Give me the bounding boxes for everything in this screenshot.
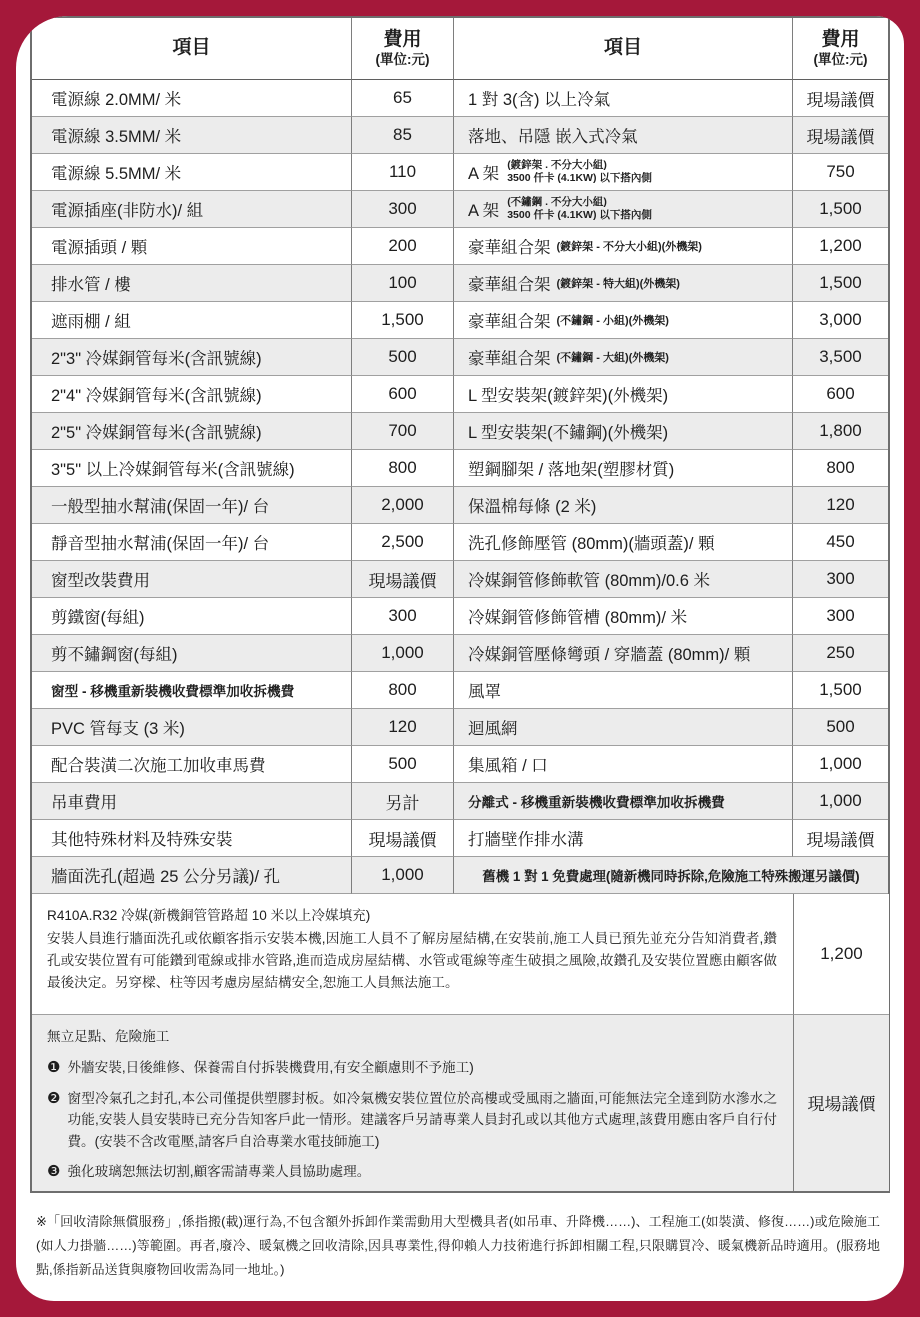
fee-cell-left: 另計 bbox=[352, 783, 454, 820]
fee-cell-left: 800 bbox=[352, 450, 454, 487]
recycling-footnote: ※「回收清除無償服務」,係指搬(載)運行為,不包含額外拆卸作業需動用大型機具者(如吊車、升降機……)、工程施工(如裝潢、修復……)或危險施工(如人力掛牆……)等範圍。再者,廢冷、暖氣機之回收清除,因具專業性,得仰賴人力技術進行拆卸相關工程,只限購買冷、暖氣機新品時適用。(服務地點,係指新品送貨與廢物回收需為同一地址。) bbox=[36, 1213, 880, 1278]
item-cell-right bbox=[454, 598, 793, 635]
item-label: 1 對 3(含) 以上冷氣 bbox=[468, 91, 611, 109]
fee-cell-right: 600 bbox=[793, 376, 888, 413]
fee-cell-left: 600 bbox=[352, 376, 454, 413]
item-subnote: (不鏽鋼 - 小組)(外機架) bbox=[556, 315, 669, 327]
item-subnote bbox=[507, 196, 652, 222]
fee-cell-left: 1,500 bbox=[352, 302, 454, 339]
fee-cell-right: 1,500 bbox=[793, 265, 888, 302]
item-cell-right bbox=[454, 524, 793, 561]
fee-cell-left: 1,000 bbox=[352, 635, 454, 672]
item-cell-right bbox=[454, 561, 793, 598]
fee-cell-right: 250 bbox=[793, 635, 888, 672]
header-fee-unit-right: (單位:元) bbox=[813, 51, 868, 67]
item-subnote-line-1: (鍍鋅架 . 不分大小組) bbox=[507, 158, 607, 171]
item-cell-left: 排水管 / 樓 bbox=[32, 265, 352, 302]
item-cell-left: 一般型抽水幫浦(保固一年)/ 台 bbox=[32, 487, 352, 524]
item-cell-left: 遮雨棚 / 組 bbox=[32, 302, 352, 339]
item-label: 分離式 - 移機重新裝機收費標準加收拆機費 bbox=[468, 795, 725, 810]
notes-sections bbox=[32, 894, 888, 1191]
danger-item-1 bbox=[47, 1057, 777, 1079]
fee-cell-right: 1,800 bbox=[793, 413, 888, 450]
item-cell-left: 其他特殊材料及特殊安裝 bbox=[32, 820, 352, 857]
item-cell-left: 2"3" 冷媒銅管每米(含訊號線) bbox=[32, 339, 352, 376]
item-cell-left: 2"5" 冷媒銅管每米(含訊號線) bbox=[32, 413, 352, 450]
fee-cell-left: 500 bbox=[352, 746, 454, 783]
item-cell-left: 配合裝潢二次施工加收車馬費 bbox=[32, 746, 352, 783]
item-cell-right bbox=[454, 302, 793, 339]
item-label: A 架 bbox=[468, 202, 500, 220]
item-cell-right bbox=[454, 487, 793, 524]
item-cell-right bbox=[454, 746, 793, 783]
fee-cell-left: 2,500 bbox=[352, 524, 454, 561]
fee-cell-right: 3,500 bbox=[793, 339, 888, 376]
price-table-box bbox=[30, 16, 890, 1193]
item-cell-right bbox=[454, 450, 793, 487]
fee-cell-left: 500 bbox=[352, 339, 454, 376]
item-cell-right bbox=[454, 191, 793, 228]
item-label: 塑鋼腳架 / 落地架(塑膠材質) bbox=[468, 461, 675, 479]
header-fee-label-right: 費用 bbox=[821, 29, 860, 50]
item-label: 冷媒銅管壓條彎頭 / 穿牆蓋 (80mm)/ 顆 bbox=[468, 646, 751, 664]
item-label: 保溫棉每條 (2 米) bbox=[468, 498, 597, 516]
item-label: A 架 bbox=[468, 165, 500, 183]
danger-item-number: ❸ bbox=[47, 1163, 61, 1181]
fee-cell-left: 現場議價 bbox=[352, 561, 454, 598]
fee-cell-right: 500 bbox=[793, 709, 888, 746]
item-cell-left: 窗型改裝費用 bbox=[32, 561, 352, 598]
item-subnote-line-1: (不鏽鋼 . 不分大小組) bbox=[507, 195, 607, 208]
item-cell-left: 電源線 5.5MM/ 米 bbox=[32, 154, 352, 191]
item-cell-right bbox=[454, 339, 793, 376]
danger-item-text: 強化玻璃恕無法切割,顧客需請專業人員協助處理。 bbox=[67, 1164, 371, 1180]
item-cell-right bbox=[454, 154, 793, 191]
price-sheet-panel bbox=[16, 16, 904, 1301]
item-cell-right bbox=[454, 80, 793, 117]
item-label: 集風箱 / 口 bbox=[468, 757, 548, 775]
fee-cell-left: 300 bbox=[352, 598, 454, 635]
item-cell-right bbox=[454, 820, 793, 857]
fee-cell-right: 800 bbox=[793, 450, 888, 487]
fee-cell-right: 現場議價 bbox=[793, 117, 888, 154]
item-label: L 型安裝架(鍍鋅架)(外機架) bbox=[468, 387, 669, 405]
fee-cell-left: 120 bbox=[352, 709, 454, 746]
item-subnote-line-2: 3500 仟卡 (4.1KW) 以下搭內側 bbox=[507, 172, 652, 184]
fee-cell-left: 100 bbox=[352, 265, 454, 302]
fee-cell-left: 200 bbox=[352, 228, 454, 265]
item-label: 冷媒銅管修飾軟管 (80mm)/0.6 米 bbox=[468, 572, 711, 590]
danger-note-title: 無立足點、危險施工 bbox=[47, 1029, 170, 1044]
item-label: 豪華組合架 bbox=[468, 313, 551, 331]
item-label: 豪華組合架 bbox=[468, 239, 551, 257]
item-label: 落地、吊隱 嵌入式冷氣 bbox=[468, 128, 638, 146]
header-fee-label-left: 費用 bbox=[383, 29, 422, 50]
price-table bbox=[32, 18, 888, 894]
item-cell-right bbox=[454, 376, 793, 413]
item-cell-right bbox=[454, 265, 793, 302]
item-cell-right bbox=[454, 709, 793, 746]
fee-cell-right: 現場議價 bbox=[793, 820, 888, 857]
fee-cell-left: 65 bbox=[352, 80, 454, 117]
fee-cell-right: 3,000 bbox=[793, 302, 888, 339]
item-label: 豪華組合架 bbox=[468, 276, 551, 294]
item-cell-right bbox=[454, 117, 793, 154]
danger-item-2 bbox=[47, 1088, 777, 1152]
refrigerant-note bbox=[32, 894, 794, 1015]
fee-cell-right: 120 bbox=[793, 487, 888, 524]
item-cell-left: 靜音型抽水幫浦(保固一年)/ 台 bbox=[32, 524, 352, 561]
danger-item-text: 窗型冷氣孔之封孔,本公司僅提供塑膠封板。如冷氣機安裝位置位於高樓或受風雨之牆面,可能無法完全達到防水滲水之功能,安裝人員安裝時已充分告知客戶此一情形。建議客戶另請專業人員封孔或以其他方式處理,該費用應由客戶自行付費。(安裝不含改電壓,請客戶自洽專業水電技師施工) bbox=[67, 1090, 777, 1149]
item-cell-left: PVC 管每支 (3 米) bbox=[32, 709, 352, 746]
item-cell-left: 電源線 2.0MM/ 米 bbox=[32, 80, 352, 117]
fee-cell-right: 現場議價 bbox=[793, 80, 888, 117]
item-label: 風罩 bbox=[468, 683, 501, 701]
item-label: 冷媒銅管修飾管槽 (80mm)/ 米 bbox=[468, 609, 688, 627]
danger-note-items bbox=[47, 1057, 777, 1183]
item-cell-left: 電源插座(非防水)/ 組 bbox=[32, 191, 352, 228]
item-cell-left: 吊車費用 bbox=[32, 783, 352, 820]
header-item-left: 項目 bbox=[32, 18, 352, 80]
item-cell-left: 剪鐵窗(每組) bbox=[32, 598, 352, 635]
fee-cell-left: 1,000 bbox=[352, 857, 454, 894]
danger-note-fee: 現場議價 bbox=[794, 1015, 889, 1191]
danger-note bbox=[32, 1015, 794, 1191]
fee-cell-right: 750 bbox=[793, 154, 888, 191]
fee-cell-left: 800 bbox=[352, 672, 454, 709]
fee-cell-right: 1,000 bbox=[793, 746, 888, 783]
fee-cell-right: 300 bbox=[793, 598, 888, 635]
fee-cell-right: 450 bbox=[793, 524, 888, 561]
fee-cell-right: 1,200 bbox=[793, 228, 888, 265]
item-cell-left: 剪不鏽鋼窗(每組) bbox=[32, 635, 352, 672]
danger-item-number: ❶ bbox=[47, 1059, 61, 1077]
refrigerant-note-fee: 1,200 bbox=[794, 894, 889, 1015]
danger-item-3 bbox=[47, 1161, 777, 1183]
item-subnote bbox=[507, 159, 652, 185]
item-subnote: (鍍鋅架 - 不分大小組)(外機架) bbox=[556, 241, 702, 253]
refrigerant-note-body: 安裝人員進行牆面洗孔或依顧客指示安裝本機,因施工人員不了解房屋結構,在安裝前,施工人員已預先並充分告知消費者,鑽孔或安裝位置有可能鑽到電線或排水管路,進而造成房屋結構、水管或電線等產生破損之風險,故鑽孔及安裝位置應由顧客做最後決定。另穿樑、柱等因考慮房屋結構安全,恕施工人員無法施工。 bbox=[47, 931, 777, 991]
header-item-right: 項目 bbox=[454, 18, 793, 80]
item-cell-right bbox=[454, 672, 793, 709]
item-cell-left: 電源插頭 / 顆 bbox=[32, 228, 352, 265]
refrigerant-note-title: R410A.R32 冷媒(新機銅管管路超 10 米以上冷媒填充) bbox=[47, 908, 371, 923]
item-label: 豪華組合架 bbox=[468, 350, 551, 368]
fee-cell-left: 300 bbox=[352, 191, 454, 228]
danger-item-text: 外牆安裝,日後維修、保養需自付拆裝機費用,有安全顧慮則不予施工) bbox=[67, 1060, 474, 1076]
item-label: L 型安裝架(不鏽鋼)(外機架) bbox=[468, 424, 669, 442]
item-cell-left: 電源線 3.5MM/ 米 bbox=[32, 117, 352, 154]
item-cell-left: 2"4" 冷媒銅管每米(含訊號線) bbox=[32, 376, 352, 413]
item-cell-right bbox=[454, 783, 793, 820]
fee-cell-left: 現場議價 bbox=[352, 820, 454, 857]
fee-cell-right: 1,500 bbox=[793, 191, 888, 228]
item-subnote-line-2: 3500 仟卡 (4.1KW) 以下搭內側 bbox=[507, 209, 652, 221]
header-fee-left bbox=[352, 18, 454, 80]
fee-cell-left: 2,000 bbox=[352, 487, 454, 524]
fee-cell-right: 1,500 bbox=[793, 672, 888, 709]
item-cell-left: 牆面洗孔(超過 25 公分另議)/ 孔 bbox=[32, 857, 352, 894]
item-label: 洗孔修飾壓管 (80mm)(牆頭蓋)/ 顆 bbox=[468, 535, 715, 553]
header-fee-unit-left: (單位:元) bbox=[375, 51, 430, 67]
header-fee-right bbox=[793, 18, 888, 80]
fee-cell-right: 300 bbox=[793, 561, 888, 598]
item-cell-left: 3"5" 以上冷媒銅管每米(含訊號線) bbox=[32, 450, 352, 487]
item-subnote: (鍍鋅架 - 特大組)(外機架) bbox=[556, 278, 680, 290]
item-label: 打牆壁作排水溝 bbox=[468, 831, 584, 849]
fee-cell-right: 1,000 bbox=[793, 783, 888, 820]
item-subnote: (不鏽鋼 - 大組)(外機架) bbox=[556, 352, 669, 364]
old-unit-note-cell: 舊機 1 對 1 免費處理(隨新機同時拆除,危險施工特殊搬運另議價) bbox=[454, 857, 888, 894]
danger-item-number: ❷ bbox=[47, 1089, 61, 1107]
item-cell-right bbox=[454, 228, 793, 265]
item-label: 迴風網 bbox=[468, 720, 518, 738]
fee-cell-left: 700 bbox=[352, 413, 454, 450]
fee-cell-left: 110 bbox=[352, 154, 454, 191]
item-cell-right bbox=[454, 413, 793, 450]
fee-cell-left: 85 bbox=[352, 117, 454, 154]
item-cell-right bbox=[454, 635, 793, 672]
item-cell-left: 窗型 - 移機重新裝機收費標準加收拆機費 bbox=[32, 672, 352, 709]
